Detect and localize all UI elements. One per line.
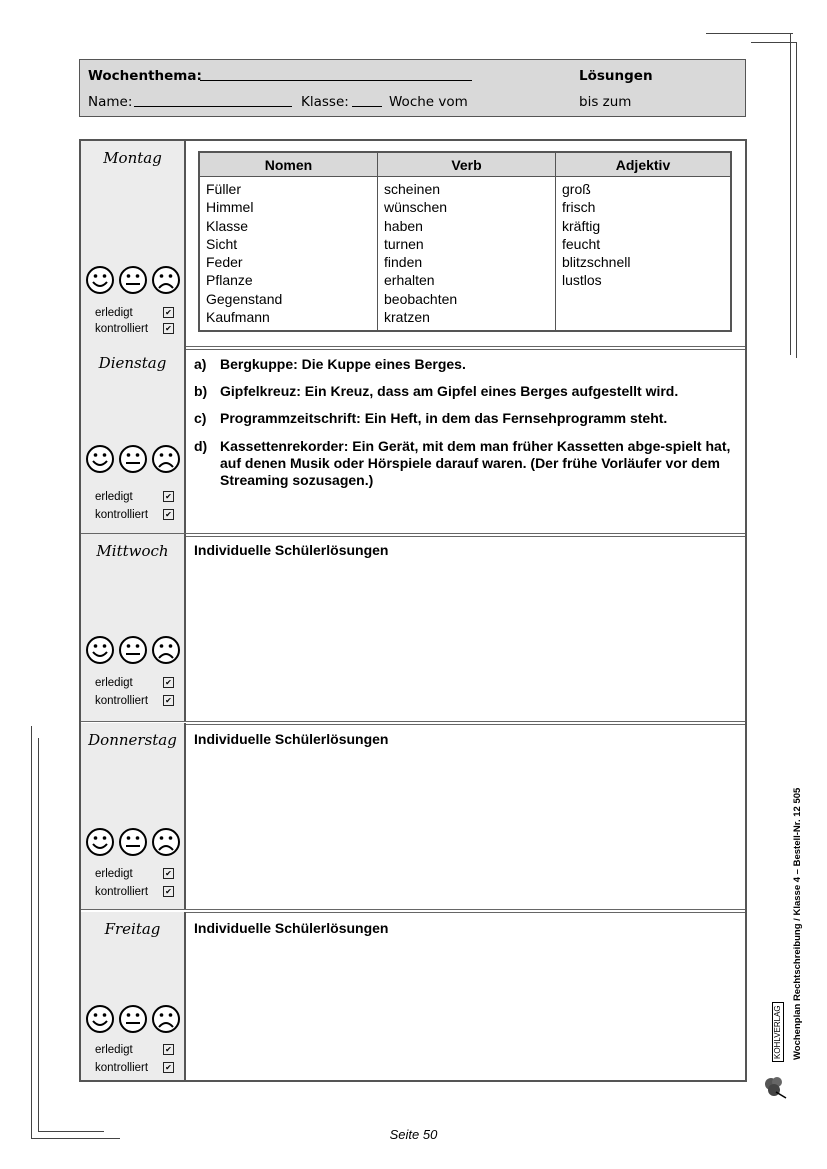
neutral-face-icon <box>118 265 148 295</box>
erledigt-label: erledigt <box>95 677 133 689</box>
decor-line-left-inner <box>38 738 39 1131</box>
sad-face-icon <box>151 1004 181 1034</box>
answer-label: d) <box>194 438 208 454</box>
list-item: frisch <box>562 199 596 216</box>
day-row-mittwoch <box>81 534 745 725</box>
answer-item <box>194 356 731 373</box>
wochenthema-line <box>200 68 472 81</box>
answer-text: Gipfelkreuz: Ein Kreuz, dass am Gipfel eines Berges aufgestellt wird. <box>220 383 679 399</box>
column-header-verb: Verb <box>378 152 556 177</box>
wochenthema-label: Wochenthema: <box>88 68 202 84</box>
verb-column <box>378 177 556 332</box>
column-header-nomen: Nomen <box>199 152 378 177</box>
publisher-logo-icon <box>762 1072 788 1100</box>
day-cell <box>81 912 186 1080</box>
list-item: Sicht <box>206 235 238 252</box>
individual-solutions-text: Individuelle Schülerlösungen <box>194 542 389 558</box>
sidebar-bestell: Bestell-Nr. 12 505 <box>792 787 803 867</box>
kontrolliert-checkbox[interactable]: ✔ <box>163 509 174 520</box>
day-cell <box>81 723 186 909</box>
name-line <box>134 94 292 107</box>
list-item: kratzen <box>384 309 430 326</box>
publisher-sidebar-text <box>792 788 803 1060</box>
sad-face-icon <box>151 265 181 295</box>
erledigt-row <box>95 1044 174 1056</box>
day-name: Mittwoch <box>96 542 169 560</box>
decor-line-top <box>706 33 793 34</box>
sidebar-klasse: Klasse 4 <box>792 876 803 916</box>
kontrolliert-label: kontrolliert <box>95 323 149 335</box>
answer-item <box>194 438 731 489</box>
bis-zum-label: bis zum <box>579 94 632 110</box>
erledigt-checkbox[interactable]: ✔ <box>163 1044 174 1055</box>
individual-solutions-text: Individuelle Schülerlösungen <box>194 920 389 936</box>
day-name: Freitag <box>104 920 161 938</box>
answer-text: Kassettenrekorder: Ein Gerät, mit dem man früher Kassetten abge-spielt hat, auf denen Musik oder Hörspiele darauf waren. (Der frühe Vorläufer vor dem Streaming sozusagen.) <box>220 438 731 488</box>
column-header-adjektiv: Adjektiv <box>556 152 732 177</box>
list-item: Gegenstand <box>206 290 283 307</box>
smiley-row <box>85 635 181 667</box>
list-item: groß <box>562 181 591 197</box>
answer-text: Bergkuppe: Die Kuppe eines Berges. <box>220 356 466 372</box>
kontrolliert-row <box>95 509 174 521</box>
day-content <box>186 912 745 1080</box>
list-item: Pflanze <box>206 272 253 289</box>
answer-label: b) <box>194 383 208 399</box>
erledigt-checkbox[interactable]: ✔ <box>163 307 174 318</box>
kontrolliert-row <box>95 1062 174 1074</box>
list-item: scheinen <box>384 181 441 197</box>
day-row-freitag <box>81 912 745 1080</box>
erledigt-row <box>95 677 174 689</box>
woche-vom-label: Woche vom <box>389 94 468 110</box>
worksheet-header <box>79 59 746 117</box>
decor-line-left-outer <box>31 726 32 1138</box>
sidebar-separator: – <box>792 869 803 875</box>
sidebar-separator: / <box>792 918 803 921</box>
week-plan-table <box>79 139 747 1082</box>
kontrolliert-label: kontrolliert <box>95 1062 149 1074</box>
kontrolliert-checkbox[interactable]: ✔ <box>163 1062 174 1073</box>
list-item: turnen <box>384 235 424 252</box>
list-item: kräftig <box>562 217 601 234</box>
erledigt-label: erledigt <box>95 491 133 503</box>
smiley-row <box>85 265 181 297</box>
sad-face-icon <box>151 827 181 857</box>
answer-label: a) <box>194 356 207 372</box>
decor-line-right-inner <box>790 33 791 355</box>
name-label: Name: <box>88 94 133 110</box>
word-type-table <box>198 151 732 332</box>
sad-face-icon <box>151 635 181 665</box>
day-cell <box>81 346 186 533</box>
list-item: Himmel <box>206 199 254 216</box>
sad-face-icon <box>151 444 181 474</box>
erledigt-label: erledigt <box>95 868 133 880</box>
answer-label: c) <box>194 410 207 426</box>
list-item: beobachten <box>384 290 458 307</box>
list-item: Kaufmann <box>206 309 270 326</box>
kontrolliert-row <box>95 695 174 707</box>
kontrolliert-checkbox[interactable]: ✔ <box>163 886 174 897</box>
answer-item <box>194 383 731 400</box>
day-content <box>186 346 745 533</box>
list-item: lustlos <box>562 272 602 289</box>
day-row-dienstag <box>81 346 745 537</box>
erledigt-row <box>95 868 174 880</box>
erledigt-checkbox[interactable]: ✔ <box>163 677 174 688</box>
happy-face-icon <box>85 265 115 295</box>
list-item: finden <box>384 254 423 271</box>
erledigt-label: erledigt <box>95 307 133 319</box>
neutral-face-icon <box>118 827 148 857</box>
day-content <box>186 141 745 346</box>
day-name: Montag <box>103 149 162 167</box>
sidebar-title: Wochenplan Rechtschreibung <box>792 923 803 1060</box>
smiley-row <box>85 1004 181 1036</box>
happy-face-icon <box>85 635 115 665</box>
erledigt-row <box>95 491 174 503</box>
day-row-montag <box>81 141 745 350</box>
kontrolliert-row <box>95 886 174 898</box>
smiley-row <box>85 444 181 476</box>
erledigt-checkbox[interactable]: ✔ <box>163 868 174 879</box>
nomen-column <box>199 177 378 332</box>
happy-face-icon <box>85 827 115 857</box>
klasse-label: Klasse: <box>301 94 349 110</box>
neutral-face-icon <box>118 635 148 665</box>
list-item: blitzschnell <box>562 254 631 271</box>
list-item: Füller <box>206 181 242 197</box>
day-name: Dienstag <box>98 354 167 372</box>
kontrolliert-checkbox[interactable]: ✔ <box>163 695 174 706</box>
list-item: Feder <box>206 254 243 271</box>
day-row-donnerstag <box>81 723 745 913</box>
day-content <box>186 534 745 721</box>
erledigt-label: erledigt <box>95 1044 133 1056</box>
answer-text: Programmzeitschrift: Ein Heft, in dem das Fernsehprogramm steht. <box>220 410 668 426</box>
kontrolliert-label: kontrolliert <box>95 509 149 521</box>
kontrolliert-label: kontrolliert <box>95 886 149 898</box>
day-cell <box>81 534 186 721</box>
happy-face-icon <box>85 1004 115 1034</box>
list-item: haben <box>384 217 423 234</box>
klasse-line <box>352 94 382 107</box>
page-number: Seite 50 <box>389 1127 438 1142</box>
list-item: erhalten <box>384 272 435 289</box>
erledigt-checkbox[interactable]: ✔ <box>163 491 174 502</box>
decor-line-right-outer <box>796 42 797 358</box>
adjektiv-column <box>556 177 732 332</box>
list-item: Klasse <box>206 217 249 234</box>
erledigt-row <box>95 307 174 319</box>
individual-solutions-text: Individuelle Schülerlösungen <box>194 731 389 747</box>
answer-item <box>194 410 731 427</box>
neutral-face-icon <box>118 1004 148 1034</box>
kontrolliert-checkbox[interactable]: ✔ <box>163 323 174 334</box>
list-item: wünschen <box>384 199 448 216</box>
happy-face-icon <box>85 444 115 474</box>
day-cell <box>81 141 186 346</box>
kontrolliert-row <box>95 323 174 335</box>
neutral-face-icon <box>118 444 148 474</box>
day-name: Donnerstag <box>88 731 177 749</box>
kontrolliert-label: kontrolliert <box>95 695 149 707</box>
publisher-logo-text: KOHLVERLAG <box>772 1002 784 1062</box>
smiley-row <box>85 827 181 859</box>
list-item: feucht <box>562 235 601 252</box>
loesungen-label: Lösungen <box>579 68 653 84</box>
day-content <box>186 723 745 909</box>
